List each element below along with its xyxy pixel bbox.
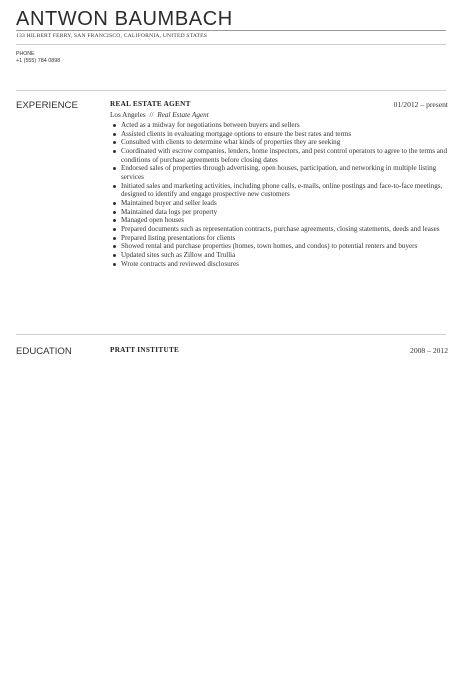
list-item: Maintained data logs per property [110, 208, 452, 217]
job-title: REAL ESTATE AGENT [110, 100, 191, 108]
education-dates: 2008 – 2012 [410, 346, 448, 355]
list-item: Consulted with clients to determine what kinds of properties they are seeking [110, 138, 452, 147]
experience-section-title: EXPERIENCE [16, 100, 78, 111]
school-name: PRATT INSTITUTE [110, 346, 180, 354]
job-separator: // [149, 111, 154, 119]
list-item: Updated sites such as Zillow and Trullia [110, 251, 452, 260]
address: 133 HILBERT FERRY, SAN FRANCISCO, CALIFORNIA, UNITED STATES [16, 33, 208, 39]
list-item: Endorsed sales of properties through advertising, open houses, participation, and networking in multiple listing services [110, 164, 452, 181]
list-item: Assisted clients in evaluating mortgage options to ensure the best rates and terms [110, 130, 452, 139]
list-item: Initiated sales and marketing activities, including phone calls, e-mails, online postings and face-to-face meetings, designed to identify and engage prospective new customers [110, 182, 452, 199]
job-location: Los Angeles [110, 111, 146, 119]
list-item: Wrote contracts and reviewed disclosures [110, 260, 452, 269]
candidate-name: ANTWON BAUMBACH [16, 8, 233, 30]
responsibilities-list [110, 121, 452, 268]
list-item: Prepared listing presentations for clients [110, 234, 452, 243]
phone-number: +1 (555) 784 0898 [16, 58, 61, 64]
header-divider [16, 30, 446, 31]
job-dates: 01/2012 – present [393, 100, 448, 109]
phone-label: PHONE [16, 51, 35, 57]
address-divider [16, 44, 446, 45]
experience-divider [16, 90, 446, 91]
list-item: Coordinated with escrow companies, lenders, home inspectors, and pest control operators to agree to the terms and conditions of purchase agreements before closing dates [110, 147, 452, 164]
list-item: Prepared documents such as representation contracts, purchase agreements, closing statements, deeds and leases [110, 225, 452, 234]
list-item: Showed rental and purchase properties (homes, town homes, and condos) to potential renters and buyers [110, 242, 452, 251]
job-role: Real Estate Agent [157, 111, 209, 119]
education-section-title: EDUCATION [16, 346, 72, 357]
list-item: Managed open houses [110, 216, 452, 225]
list-item: Maintained buyer and seller leads [110, 199, 452, 208]
education-divider [16, 334, 446, 335]
job-subline [110, 111, 209, 119]
list-item: Acted as a midway for negotiations between buyers and sellers [110, 121, 452, 130]
